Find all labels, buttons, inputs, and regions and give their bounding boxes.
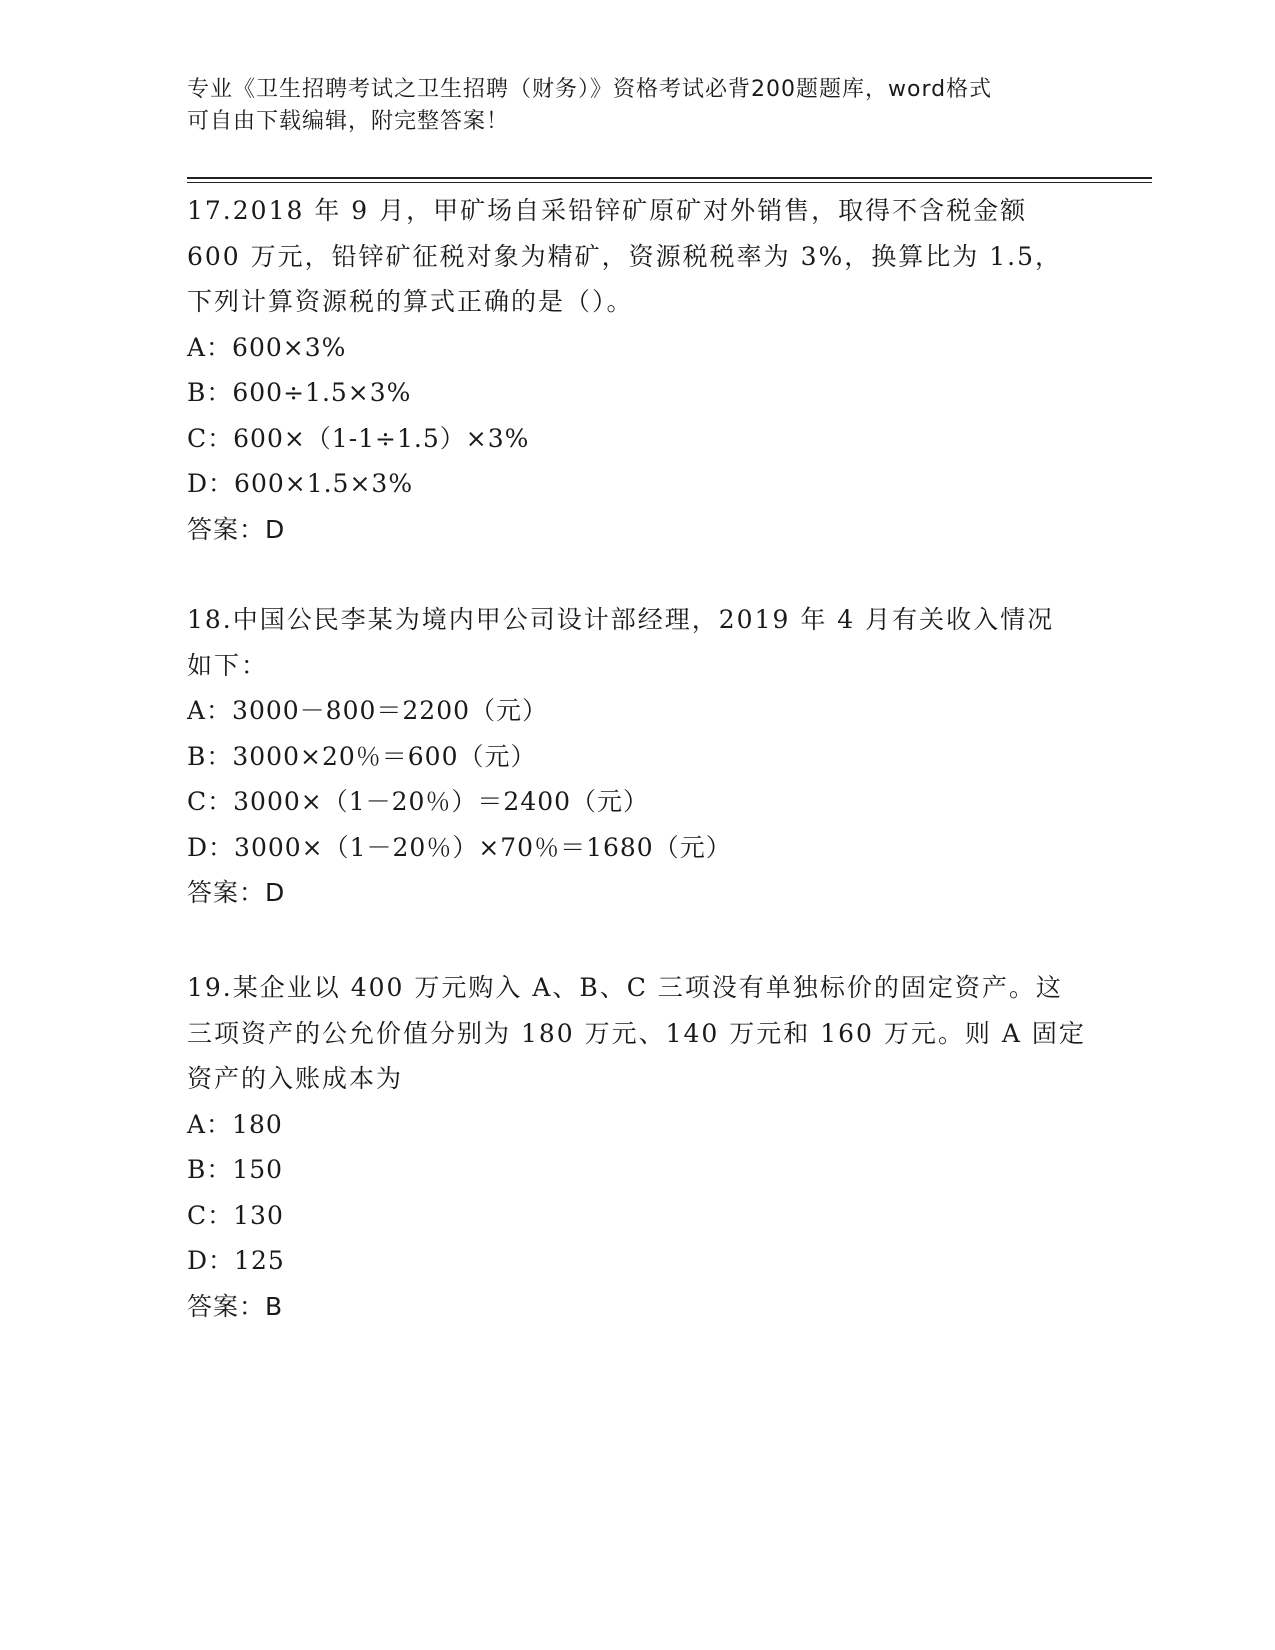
answer-line: 答案：D [187,514,286,544]
answer-line: 答案：D [187,878,286,907]
option-a: A：180 [187,1109,283,1139]
question-19 [187,965,1087,1329]
question-stem-line: 19.某企业以 400 万元购入 A、B、C 三项没有单独标价的固定资产。这 [187,973,1063,1002]
option-d: D：3000×（1－20％）×70％＝1680（元） [187,832,732,862]
header-line-2: 可自由下载编辑，附完整答案！ [187,109,510,134]
header-divider-thin [187,182,1152,183]
option-c: C：600×（1-1÷1.5）×3% [187,423,530,453]
question-stem-line: 如下： [187,650,269,680]
option-c: C：3000×（1－20％）＝2400（元） [187,787,650,816]
question-stem-line: 三项资产的公允价值分别为 180 万元、140 万元和 160 万元。则 A 固定 [187,1018,1086,1048]
question-stem-line: 18.中国公民李某为境内甲公司设计部经理，2019 年 4 月有关收入情况 [187,605,1055,634]
question-17 [187,188,1087,552]
answer-line: 答案：B [187,1291,284,1321]
option-b: B：600÷1.5×3% [187,378,412,407]
question-stem-line: 下列计算资源税的算式正确的是（）。 [187,287,634,316]
header-divider-thick [187,177,1152,179]
question-stem-line: 资产的入账成本为 [187,1064,404,1093]
document-header [187,74,1067,138]
option-a: A：3000－800＝2200（元） [187,696,549,725]
question-stem-line: 600 万元，铅锌矿征税对象为精矿，资源税税率为 3%，换算比为 1.5， [187,241,1062,271]
question-18 [187,597,1087,916]
option-d: D：125 [187,1246,285,1275]
question-stem-line: 17.2018 年 9 月，甲矿场自采铅锌矿原矿对外销售，取得不含税金额 [187,196,1028,225]
option-b: B：3000×20％＝600（元） [187,741,537,771]
option-d: D：600×1.5×3% [187,469,414,498]
option-a: A：600×3% [187,332,347,362]
header-line-1: 专业《卫生招聘考试之卫生招聘（财务）》资格考试必背200题题库，word格式 [187,77,993,102]
option-b: B：150 [187,1155,284,1184]
option-c: C：130 [187,1200,284,1230]
